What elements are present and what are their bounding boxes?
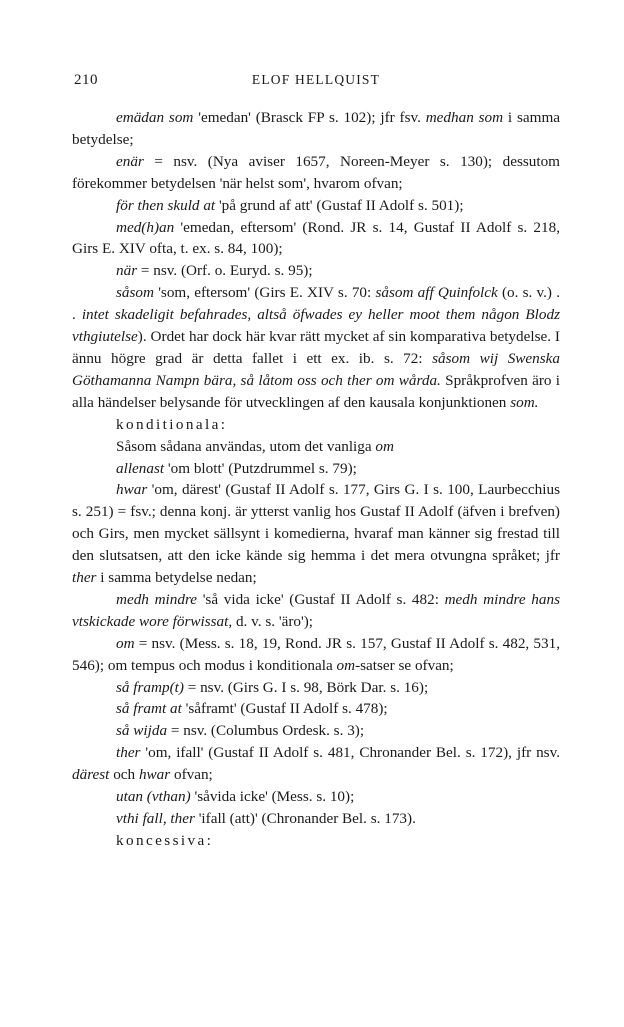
text-run: i samma betydelse nedan; — [96, 569, 257, 587]
text-run: d. v. s. 'äro'); — [232, 612, 313, 630]
italic-run: såsom — [116, 284, 154, 302]
paragraph — [72, 195, 560, 217]
paragraph — [72, 151, 560, 195]
text-run: ). Ordet har dock här kvar rätt mycket af sin komparativa betydelse. I ännu högre grad är detta fallet i ett ex. ib. s. 72: — [72, 328, 560, 367]
text-run: 'om, därest' (Gustaf II Adolf s. 177, Girs G. I s. 100, Laurbecchius s. 251) = fsv.; denna konj. är ytterst vanlig hos Gustaf II Adolf (äfven i brefven) och Girs, men mycket sällsynt i komedierna, hvaraf man känner sig frestad till den slutsatsen, att den icke kände sig hemma i det mera otvungna språket; jfr — [72, 481, 560, 565]
italic-run: enär — [116, 152, 144, 170]
italic-run: såsom wij Swenska Göthamanna Nampn bära, så låtom oss och ther om wårda. — [72, 349, 560, 389]
italic-run: så framp(t) — [116, 678, 184, 696]
paragraph — [72, 107, 560, 151]
paragraph — [72, 282, 560, 413]
text-run: 'som, eftersom' (Girs E. XIV s. 70: — [153, 284, 376, 302]
text-run: = nsv. (Columbus Ordesk. s. 3); — [167, 722, 365, 740]
running-header — [72, 72, 560, 92]
italic-run: medh mindre — [116, 590, 198, 608]
italic-run: om — [336, 656, 356, 674]
text-run: 'på grund af att' (Gustaf II Adolf s. 501); — [215, 196, 464, 214]
italic-run: utan (vthan) — [116, 788, 191, 806]
text-run: -satser se ofvan; — [355, 656, 454, 674]
text-run: ofvan; — [170, 766, 213, 784]
paragraph — [72, 698, 560, 720]
spaced-heading: koncessiva: — [116, 831, 214, 849]
italic-run: vthi fall, ther — [116, 810, 195, 827]
italic-run: med(h)an — [116, 218, 175, 236]
text-run: = nsv. (Nya aviser 1657, Noreen-Meyer s. 130); dessutom förekommer betydelsen 'när helst som', hvarom ofvan; — [72, 152, 560, 192]
italic-run: hwar — [116, 481, 148, 499]
text-run: och — [109, 766, 139, 784]
paragraph — [72, 786, 560, 808]
text-run: (o. s. v.) . . — [72, 284, 560, 324]
text-run: = nsv. (Girs G. I s. 98, Börk Dar. s. 16); — [183, 678, 429, 696]
paragraph — [72, 720, 560, 742]
text-run: 'om, ifall' (Gustaf II Adolf s. 481, Chronander Bel. s. 172), jfr nsv. — [140, 744, 560, 762]
text-run: i samma betydelse; — [72, 109, 560, 148]
italic-run: när — [116, 262, 138, 280]
body-text — [72, 107, 560, 852]
italic-run: intet skadeligit befahrades, altså öfwades ey heller moot them någon Blodz vthgiutelse — [72, 306, 560, 346]
italic-run: som. — [510, 393, 539, 411]
paragraph — [72, 414, 560, 436]
italic-run: medh mindre hans vtskickade wore förwissat, — [72, 590, 560, 630]
italic-run: hwar — [138, 766, 171, 784]
text-run: Språkprofven äro i alla händelser belysande för utvecklingen af den kausala konjunktionen — [72, 371, 560, 411]
paragraph — [72, 830, 560, 852]
text-run: 'om blott' (Putzdrummel s. 79); — [164, 459, 357, 477]
paragraph — [72, 677, 560, 699]
text-run: = nsv. (Mess. s. 18, 19, Rond. JR s. 157, Gustaf II Adolf s. 482, 531, 546); om tempus och modus i konditionala — [72, 634, 560, 674]
italic-run: därest — [72, 766, 110, 784]
running-head-title: ELOF HELLQUIST — [251, 72, 381, 87]
italic-run: såsom aff Quinfolck — [375, 284, 498, 302]
spaced-heading: konditionala: — [116, 415, 228, 433]
paragraph — [72, 479, 560, 589]
text-run: 'emedan' (Brasck FP s. 102); jfr fsv. — [193, 109, 426, 126]
italic-run: så wijda — [116, 722, 168, 740]
text-run: Såsom sådana användas, utom det vanliga — [116, 437, 376, 455]
text-run: 'emedan, eftersom' (Rond. JR s. 14, Gustaf II Adolf s. 218, Girs E. XIV ofta, t. ex. s. 84, 100); — [72, 218, 560, 258]
italic-run: så framt at — [116, 700, 182, 718]
paragraph — [72, 260, 560, 282]
italic-run: om — [116, 634, 135, 652]
italic-run: allenast — [116, 459, 165, 477]
paragraph — [72, 742, 560, 786]
text-run: 'såframt' (Gustaf II Adolf s. 478); — [181, 700, 388, 718]
paragraph — [72, 589, 560, 633]
paragraph — [72, 458, 560, 480]
text-run: 'så vida icke' (Gustaf II Adolf s. 482: — [197, 590, 445, 608]
paragraph — [72, 217, 560, 261]
text-run: = nsv. (Orf. o. Euryd. s. 95); — [137, 262, 313, 280]
italic-run: om — [375, 437, 394, 455]
italic-run: medhan som — [425, 109, 504, 126]
italic-run: för then skuld at — [116, 196, 216, 214]
italic-run: ther — [116, 744, 141, 762]
paragraph — [72, 436, 560, 458]
text-run: 'ifall (att)' (Chronander Bel. s. 173). — [194, 810, 416, 827]
italic-run: emädan som — [116, 109, 194, 126]
paragraph — [72, 808, 560, 830]
text-run: 'såvida icke' (Mess. s. 10); — [190, 788, 355, 806]
italic-run: ther — [72, 569, 97, 587]
paragraph — [72, 633, 560, 677]
page-number: 210 — [74, 72, 98, 88]
